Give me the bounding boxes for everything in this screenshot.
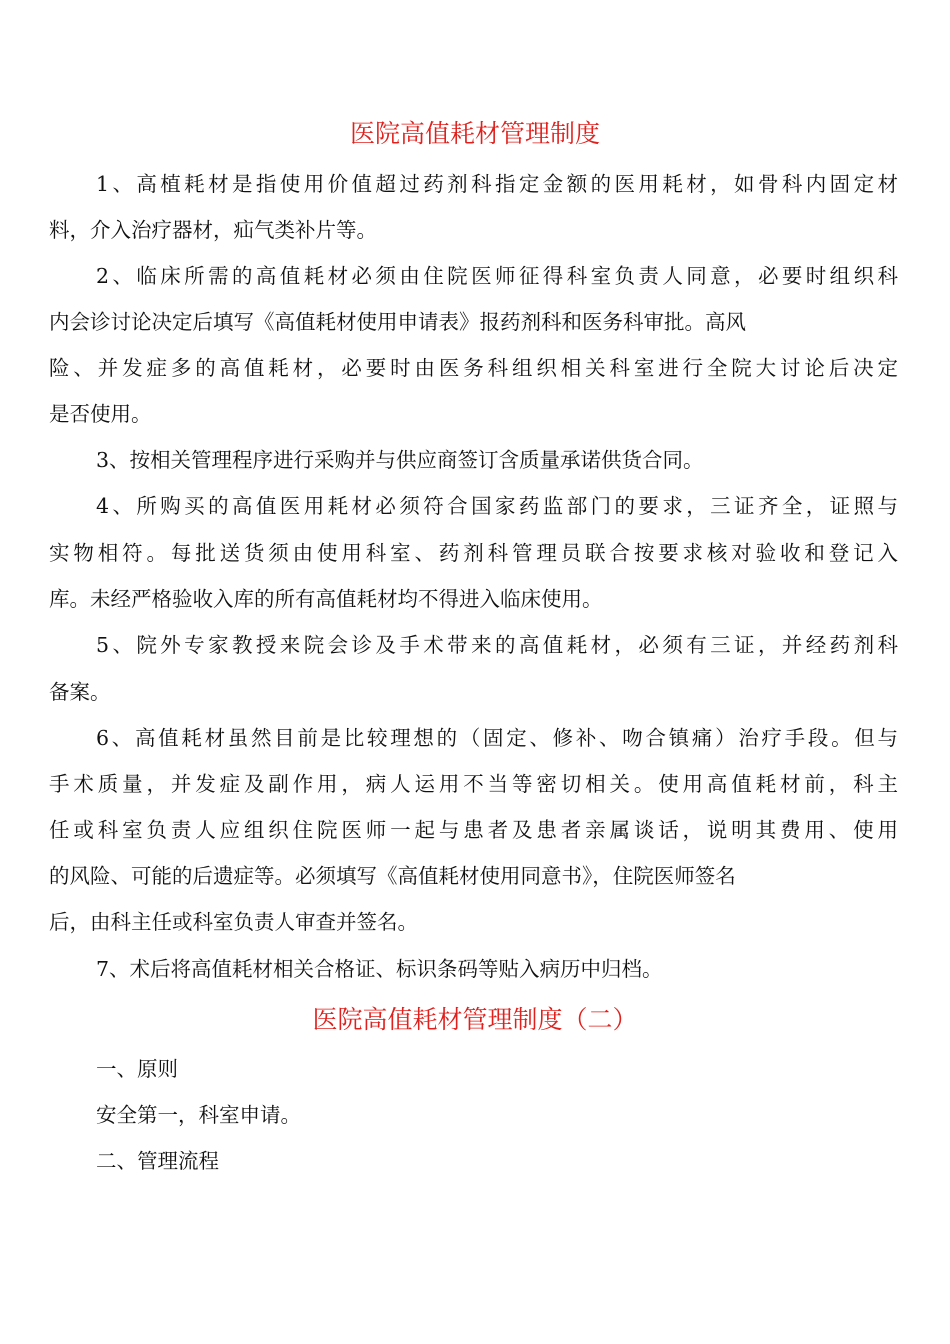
paragraph-line: 险、并发症多的高值耗材，必要时由医务科组织相关科室进行全院大讨论后决定 — [49, 356, 898, 380]
heading-process: 二、管理流程 — [96, 1149, 219, 1173]
paragraph-line: 库。未经严格验收入库的所有高值耗材均不得进入临床使用。 — [49, 587, 603, 611]
paragraph-line: 6、高值耗材虽然目前是比较理想的（固定、修补、吻合镇痛）治疗手段。但与 — [96, 726, 898, 750]
paragraph-line: 1、高植耗材是指使用价值超过药剂科指定金额的医用耗材，如骨科内固定材 — [96, 172, 898, 196]
paragraph-line: 5、院外专家教授来院会诊及手术带来的高值耗材，必须有三证，并经药剂科 — [96, 633, 898, 657]
paragraph-line: 内会诊讨论决定后填写《高值耗材使用申请表》报药剂科和医务科审批。高风 — [49, 310, 746, 334]
paragraph-line: 2、临床所需的高值耗材必须由住院医师征得科室负责人同意，必要时组织科 — [96, 264, 898, 288]
section-title: 医院高值耗材管理制度（二） — [312, 1005, 638, 1034]
paragraph-line: 手术质量，并发症及副作用，病人运用不当等密切相关。使用高值耗材前，科主 — [49, 772, 898, 796]
paragraph-line: 任或科室负责人应组织住院医师一起与患者及患者亲属谈话，说明其费用、使用 — [49, 818, 898, 842]
paragraph-line: 实物相符。每批送货须由使用科室、药剂科管理员联合按要求核对验收和登记入 — [49, 541, 898, 565]
paragraph-line: 备案。 — [49, 680, 111, 704]
paragraph-line: 7、术后将高值耗材相关合格证、标识条码等贴入病历中归档。 — [96, 957, 663, 981]
paragraph-line: 是否使用。 — [49, 402, 152, 426]
paragraph-line: 的风险、可能的后遗症等。必须填写《高值耗材使用同意书》，住院医师签名 — [49, 864, 736, 888]
document-title: 医院高值耗材管理制度 — [349, 119, 600, 148]
paragraph-line: 后，由科主任或科室负责人审查并签名。 — [49, 910, 418, 934]
paragraph-line: 料，介入治疗器材，疝气类补片等。 — [49, 218, 377, 242]
paragraph-line: 4、所购买的高值医用耗材必须符合国家药监部门的要求，三证齐全，证照与 — [96, 494, 898, 518]
paragraph-line: 安全第一，科室申请。 — [96, 1103, 301, 1127]
heading-principle: 一、原则 — [96, 1057, 178, 1081]
paragraph-line: 3、按相关管理程序进行采购并与供应商签订含质量承诺供货合同。 — [96, 448, 704, 472]
